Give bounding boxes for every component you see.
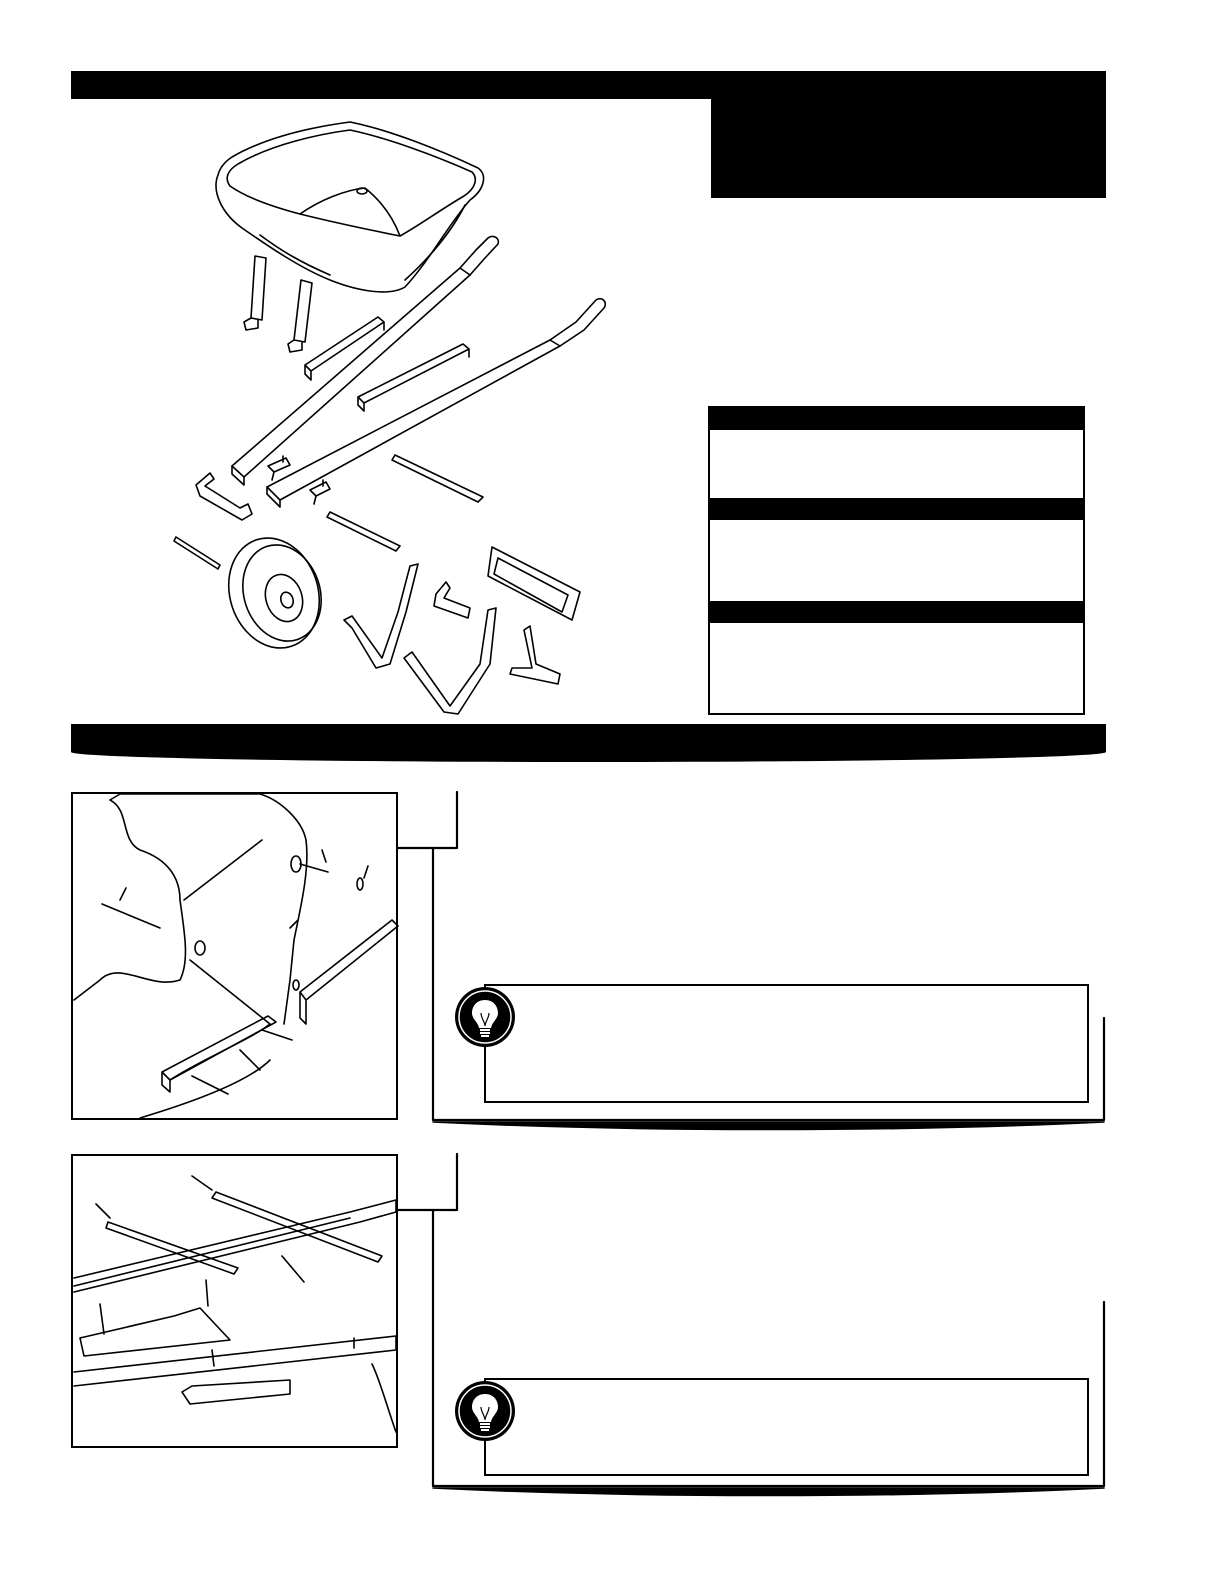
step-1-frame	[398, 792, 1104, 1120]
lightbulb-icon	[454, 986, 516, 1048]
handle-part-2	[267, 299, 605, 507]
exploded-parts-drawing	[174, 122, 605, 714]
wheel-part	[215, 526, 333, 660]
handle-part-1	[232, 236, 498, 485]
tray-brace-parts	[244, 256, 312, 352]
tray-part	[216, 122, 483, 292]
step-1-swoosh	[433, 1122, 1104, 1130]
lightbulb-icon	[454, 1380, 516, 1442]
step-1-drawing	[74, 794, 398, 1118]
step-2-swoosh	[433, 1488, 1104, 1496]
step-2-drawing	[74, 1176, 396, 1432]
